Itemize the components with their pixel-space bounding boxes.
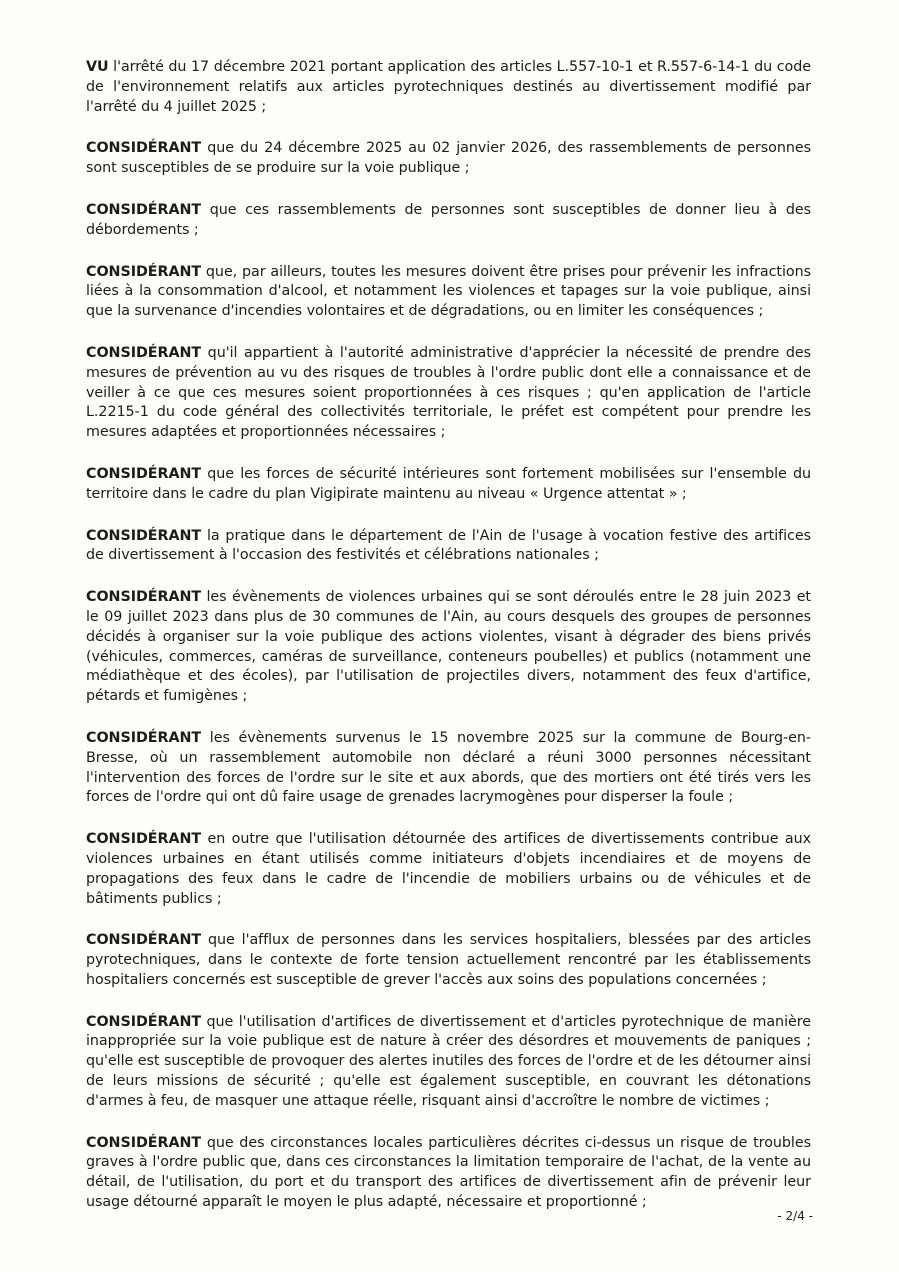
paragraph-text: que des circonstances locales particulières décrites ci-dessus un risque de troubles graves à l'ordre public que, dans ces circonstances la limitation temporaire de l'achat, de la vente au détail, de l'utilisation, du port et du transport des artifices de divertissement afin de prévenir leur usage détourné apparaît le moyen le plus adapté, nécessaire et proportionné ; (86, 1134, 811, 1211)
paragraph-text: les évènements survenus le 15 novembre 2025 sur la commune de Bourg-en-Bresse, où un rassemblement automobile non déclaré a réuni 3000 personnes nécessitant l'intervention des forces de l'ordre sur le site et aux abords, que des mortiers ont été tirés vers les forces de l'ordre qui ont dû faire usage de grenades lacrymogènes pour disperser la foule ; (86, 729, 811, 806)
paragraph-keyword: CONSIDÉRANT (86, 1013, 202, 1030)
paragraph-text: que les forces de sécurité intérieures sont fortement mobilisées sur l'ensemble du territoire dans le cadre du plan Vigipirate maintenu au niveau « Urgence attentat » ; (86, 465, 811, 502)
paragraph-keyword: CONSIDÉRANT (86, 729, 202, 746)
paragraph-text: que, par ailleurs, toutes les mesures doivent être prises pour prévenir les infractions liées à la consommation d'alcool, et notamment les violences et tapages sur la voie publique, ainsi que la survenance d'incendies volontaires et de dégradations, ou en limiter les conséquences ; (86, 263, 811, 320)
paragraph-text: que l'afflux de personnes dans les services hospitaliers, blessées par des articles pyrotechniques, dans le contexte de forte tension actuellement rencontré par les établissements hospitaliers concernés est susceptible de grever l'accès aux soins des populations concernées ; (86, 932, 811, 988)
paragraph-considerant (86, 465, 811, 505)
paragraph-text: que l'utilisation d'artifices de divertissement et d'articles pyrotechnique de manière inappropriée sur la voie publique est de nature à créer des désordres et mouvements de paniques ; qu'elle est susceptible de provoquer des alertes inutiles des forces de l'ordre et de les détourner ainsi de leurs missions de sécurité ; qu'elle est également susceptible, en couvrant les détonations d'armes à feu, de masquer une attaque réelle, risquant ainsi d'accroître le nombre de victimes ; (86, 1013, 811, 1109)
page-number: - 2/4 - (777, 1209, 813, 1223)
paragraph-keyword: CONSIDÉRANT (86, 1134, 202, 1151)
paragraph-vu (86, 58, 811, 117)
paragraph-considerant (86, 729, 811, 808)
paragraph-considerant (86, 931, 811, 990)
paragraph-considerant (86, 263, 811, 322)
paragraph-keyword: CONSIDÉRANT (86, 201, 202, 218)
paragraph-considerant (86, 1134, 811, 1213)
paragraph-keyword: CONSIDÉRANT (86, 589, 202, 606)
paragraph-considerant (86, 588, 811, 707)
paragraph-text: en outre que l'utilisation détournée des artifices de divertissements contribue aux violences urbaines en étant utilisés comme initiateurs d'objets incendiaires et de moyens de propagations des feux dans le cadre de l'incendie de mobiliers urbains ou de véhicules et de bâtiments publics ; (86, 831, 811, 907)
paragraph-keyword: CONSIDÉRANT (86, 263, 202, 280)
paragraph-considerant (86, 527, 811, 567)
paragraph-text: les évènements de violences urbaines qui se sont déroulés entre le 28 juin 2023 et le 09 juillet 2023 dans plus de 30 communes de l'Ain, au cours desquels des groupes de personnes décidés à organiser sur la voie publique des actions violentes, visant à dégrader des biens privés (véhicules, commerces, caméras de surveillance, conteneurs poubelles) et publics (notamment une médiathèque et des écoles), par l'utilisation de projectiles divers, notamment des feux d'artifice, pétards et fumigènes ; (86, 589, 811, 705)
paragraph-keyword: CONSIDÉRANT (86, 465, 202, 482)
paragraph-keyword: CONSIDÉRANT (86, 527, 202, 544)
paragraph-considerant (86, 201, 811, 241)
paragraph-considerant (86, 830, 811, 909)
paragraph-text: que du 24 décembre 2025 au 02 janvier 2026, des rassemblements de personnes sont susceptibles de se produire sur la voie publique ; (86, 140, 811, 177)
paragraph-text: qu'il appartient à l'autorité administrative d'apprécier la nécessité de prendre des mesures de prévention au vu des risques de troubles à l'ordre public dont elle a connaissance et de veiller à ce que ces mesures soient proportionnées à ces risques ; qu'en application de l'article L.2215-1 du code général des collectivités territoriale, le préfet est compétent pour prendre les mesures adaptées et proportionnées nécessaires ; (86, 344, 811, 441)
paragraph-keyword: CONSIDÉRANT (86, 932, 202, 949)
paragraph-keyword: CONSIDÉRANT (86, 344, 202, 361)
paragraph-considerant (86, 139, 811, 179)
paragraph-keyword: CONSIDÉRANT (86, 140, 202, 157)
paragraph-text: la pratique dans le département de l'Ain de l'usage à vocation festive des artifices de divertissement à l'occasion des festivités et célébrations nationales ; (86, 527, 811, 564)
document-body (86, 58, 811, 1213)
paragraph-considerant (86, 1013, 811, 1112)
paragraph-considerant (86, 344, 811, 443)
paragraph-keyword: CONSIDÉRANT (86, 831, 202, 848)
paragraph-text: l'arrêté du 17 décembre 2021 portant application des articles L.557-10-1 et R.557-6-14-1 du code de l'environnement relatifs aux articles pyrotechniques destinés au divertissement modifié par l'arrêté du 4 juillet 2025 ; (86, 59, 811, 115)
paragraph-keyword: VU (86, 59, 109, 75)
paragraph-text: que ces rassemblements de personnes sont susceptibles de donner lieu à des débordements ; (86, 201, 811, 238)
